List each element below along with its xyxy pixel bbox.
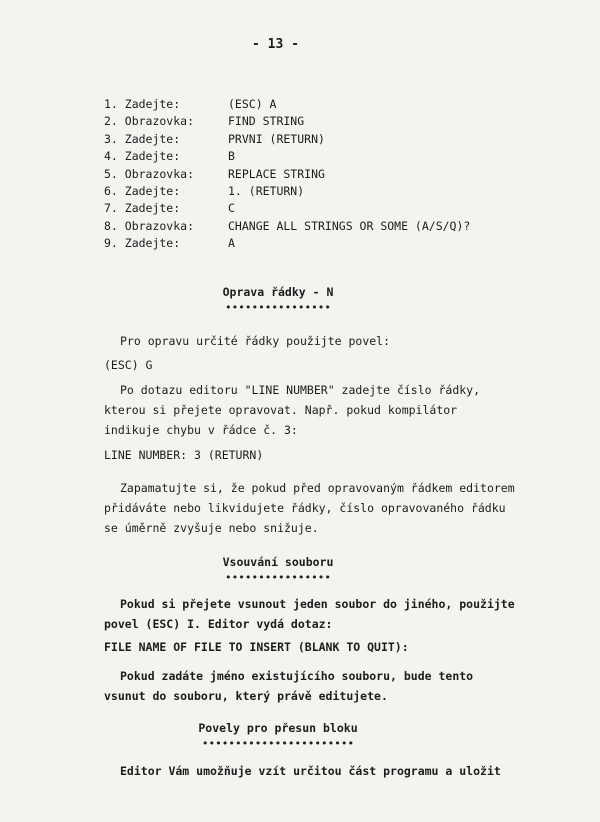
step-value: CHANGE ALL STRINGS OR SOME (A/S/Q)? bbox=[228, 218, 471, 233]
step-label: 2. Obrazovka: bbox=[104, 114, 195, 129]
section1-intro: Pro opravu určité řádky použijte povel: bbox=[120, 334, 391, 348]
list-item bbox=[104, 234, 470, 251]
section-heading-povely: Povely pro přesun bloku bbox=[198, 721, 358, 735]
list-item bbox=[104, 147, 470, 164]
heading-underline: •••••••••••••••• bbox=[225, 301, 331, 314]
section1-paragraph-1: Po dotazu editoru "LINE NUMBER" zadejte číslo řádky, kterou si přejete opravovat. Např. pokud kompilátor indikuje chybu v řádce č. 3: bbox=[104, 383, 481, 437]
step-label: 4. Zadejte: bbox=[104, 149, 181, 164]
section2-paragraph-1: Pokud si přejete vsunout jeden soubor do jiného, použijte povel (ESC) I. Editor vydá dotaz: bbox=[104, 597, 515, 631]
list-item bbox=[104, 95, 470, 112]
step-label: 9. Zadejte: bbox=[104, 236, 181, 251]
step-label: 8. Obrazovka: bbox=[104, 218, 195, 233]
section2-prompt: FILE NAME OF FILE TO INSERT (BLANK TO QUIT): bbox=[104, 640, 409, 654]
list-item bbox=[104, 199, 470, 216]
section3-paragraph-1: Editor Vám umožňuje vzít určitou část programu a uložit bbox=[120, 764, 501, 778]
section1-command: (ESC) G bbox=[104, 358, 153, 372]
step-label: 7. Zadejte: bbox=[104, 201, 181, 216]
step-value: (ESC) A bbox=[228, 97, 277, 111]
section-heading-oprava: Oprava řádky - N bbox=[222, 285, 334, 299]
step-value: 1. (RETURN) bbox=[228, 183, 305, 198]
step-label: 1. Zadejte: bbox=[104, 97, 181, 111]
list-item bbox=[104, 165, 470, 182]
step-value: A bbox=[228, 236, 235, 251]
step-value: REPLACE STRING bbox=[228, 166, 325, 181]
section2-paragraph-2: Pokud zadáte jméno existujícího souboru, bude tento vsunut do souboru, který právě editujete. bbox=[104, 669, 474, 703]
list-item bbox=[104, 217, 470, 234]
step-value: FIND STRING bbox=[228, 114, 305, 129]
steps-list bbox=[104, 95, 470, 252]
step-label: 6. Zadejte: bbox=[104, 183, 181, 198]
list-item bbox=[104, 112, 470, 129]
list-item bbox=[104, 182, 470, 199]
section-heading-vsouvani: Vsouvání souboru bbox=[222, 555, 334, 569]
list-item bbox=[104, 130, 470, 147]
section1-example: LINE NUMBER: 3 (RETURN) bbox=[104, 448, 264, 462]
heading-underline: ••••••••••••••••••••••• bbox=[201, 737, 355, 750]
step-value: C bbox=[228, 201, 235, 216]
section1-paragraph-2: Zapamatujte si, že pokud před opravovaným řádkem editorem přidáváte nebo likvidujete řádky, číslo opravovaného řádku se úměrně zvyšuje nebo snižuje. bbox=[104, 481, 515, 535]
step-label: 5. Obrazovka: bbox=[104, 166, 195, 181]
step-value: PRVNI (RETURN) bbox=[228, 131, 325, 146]
heading-underline: •••••••••••••••• bbox=[225, 571, 331, 584]
step-label: 3. Zadejte: bbox=[104, 131, 181, 146]
step-value: B bbox=[228, 149, 235, 164]
page-number: - 13 - bbox=[252, 37, 299, 52]
